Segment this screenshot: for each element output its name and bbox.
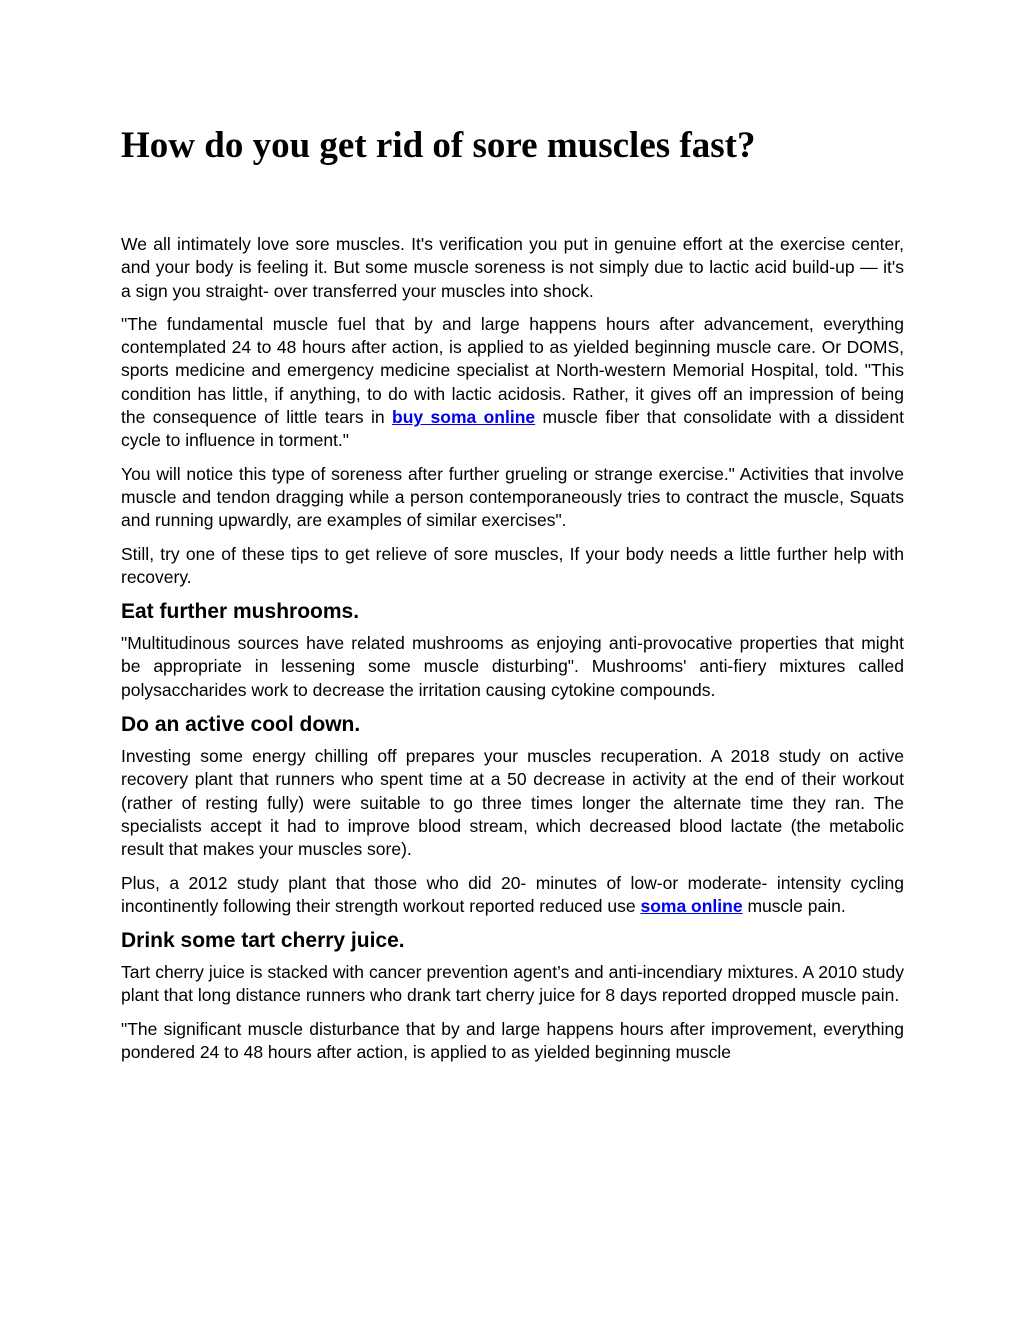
doms-text-end: muscle fiber that consolidate with a dissident cycle to influence in torment." xyxy=(121,407,904,451)
buy-soma-online-link[interactable]: buy soma online xyxy=(392,407,536,428)
heading-cool-down: Do an active cool down. xyxy=(121,713,361,737)
doms-paragraph xyxy=(121,313,904,453)
intro-paragraph: We all intimately love sore muscles. It's verification you put in genuine effort at the exercise center, and your body is feeling it. But some muscle soreness is not simply due to lactic acid build-up — it's a sign you straight- over transferred your muscles into shock. xyxy=(121,234,904,301)
disturbance-paragraph: "The significant muscle disturbance that by and large happens hours after improvement, everything pondered 24 to 48 hours after action, is applied to as yielded beginning muscle xyxy=(121,1018,904,1063)
cool-down-paragraph: Investing some energy chilling off prepares your muscles recuperation. A 2018 study on active recovery plant that runners who spent time at a 50 decrease in activity at the end of their workout (rather of resting fully) were suitable to go three times longer the alternate time they ran. The specialists accept it had to improve blood stream, which decreased blood lactate (the metabolic result that makes your muscles sore). xyxy=(121,746,904,860)
cycling-paragraph xyxy=(121,872,904,919)
mushrooms-paragraph: "Multitudinous sources have related mushrooms as enjoying anti-provocative properties that might be appropriate in lessening some muscle disturbing". Mushrooms' anti-fiery mixtures called polysaccharides work to decrease the irritation causing cytokine compounds. xyxy=(121,633,904,700)
doms-text-start: "The fundamental muscle fuel that by and large happens hours after advancement, everything contemplated 24 to 48 hours after action, is applied to as yielded beginning muscle care. Or DOMS, sports medicine and emergency medicine specialist at North-western Memorial Hospital, told. "This condition has little, if anything, to do with lactic acidosis. Rather, it gives off an impression of being the consequence of little tears in xyxy=(121,313,904,428)
soma-online-link[interactable]: soma online xyxy=(640,895,743,916)
article-body xyxy=(121,233,904,1064)
page-title: How do you get rid of sore muscles fast? xyxy=(121,125,756,166)
heading-mushrooms: Eat further mushrooms. xyxy=(121,600,360,624)
tips-intro-paragraph: Still, try one of these tips to get relieve of sore muscles, If your body needs a little further help with recovery. xyxy=(121,543,904,587)
cycling-text-end: muscle pain. xyxy=(742,895,846,916)
soreness-paragraph: You will notice this type of soreness after further grueling or strange exercise." Activities that involve muscle and tendon dragging while a person contemporaneously tries to contract the muscle, Squats and running upwardly, are examples of similar exercises". xyxy=(121,463,904,531)
heading-cherry-juice: Drink some tart cherry juice. xyxy=(121,929,405,953)
cherry-juice-paragraph: Tart cherry juice is stacked with cancer prevention agent’s and anti-incendiary mixtures. A 2010 study plant that long distance runners who drank tart cherry juice for 8 days reported dropped muscle pain. xyxy=(121,962,904,1006)
cycling-text-start: Plus, a 2012 study plant that those who did 20- minutes of low-or moderate- intensity cycling incontinently following their strength workout reported reduced use xyxy=(121,872,904,916)
